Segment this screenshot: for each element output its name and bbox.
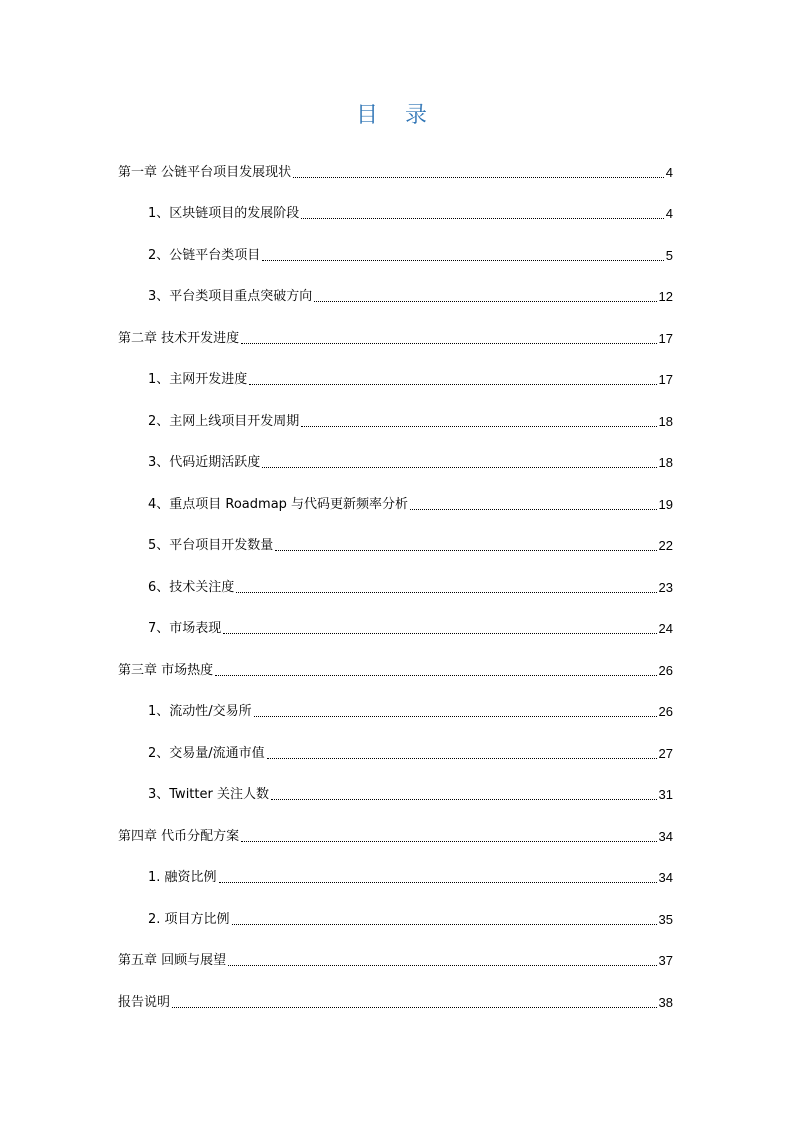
dot-leader	[241, 841, 656, 842]
toc-entry-page: 18	[658, 455, 673, 470]
toc-entry-text: 第五章 回顾与展望	[118, 953, 227, 968]
toc-entry-2-4[interactable]	[118, 478, 673, 520]
dot-leader	[301, 426, 656, 427]
toc-entry-1-2[interactable]	[118, 229, 673, 271]
table-of-contents	[118, 146, 673, 1018]
toc-entry-page: 26	[658, 662, 673, 678]
toc-entry-text: 第三章 市场热度	[118, 662, 214, 678]
toc-entry-text: 6、技术关注度	[148, 579, 235, 595]
toc-entry-text: 1、流动性/交易所	[148, 704, 252, 719]
dot-leader	[262, 260, 663, 261]
toc-entry-page: 5	[665, 247, 673, 263]
dot-leader	[215, 675, 656, 676]
toc-entry-2-6[interactable]	[118, 561, 673, 603]
toc-entry-chapter-2[interactable]	[118, 312, 673, 354]
toc-entry-page: 17	[658, 372, 673, 387]
toc-entry-page: 38	[658, 994, 673, 1010]
toc-entry-text: 2、主网上线项目开发周期	[148, 413, 300, 429]
toc-entry-page: 34	[658, 870, 673, 885]
toc-entry-text: 第一章 公链平台项目发展现状	[118, 164, 292, 180]
toc-entry-text: 3、代码近期活跃度	[148, 455, 261, 470]
toc-entry-page: 34	[658, 828, 673, 844]
dot-leader	[249, 384, 656, 385]
toc-entry-page: 37	[658, 953, 673, 968]
toc-entry-chapter-4[interactable]	[118, 810, 673, 852]
toc-entry-1-3[interactable]	[118, 271, 673, 313]
toc-entry-page: 19	[658, 496, 673, 512]
dot-leader	[267, 758, 657, 759]
toc-entry-report-notes[interactable]	[118, 976, 673, 1018]
dot-leader	[232, 924, 657, 925]
toc-entry-3-3[interactable]	[118, 769, 673, 811]
toc-entry-page: 26	[658, 704, 673, 719]
toc-entry-page: 12	[658, 289, 673, 304]
toc-entry-3-1[interactable]	[118, 686, 673, 728]
toc-entry-text: 4、重点项目 Roadmap 与代码更新频率分析	[148, 496, 409, 512]
toc-entry-page: 17	[658, 330, 673, 346]
dot-leader	[236, 592, 656, 593]
dot-leader	[228, 965, 656, 966]
toc-entry-2-3[interactable]	[118, 437, 673, 479]
toc-entry-page: 27	[658, 745, 673, 761]
toc-entry-page: 23	[658, 579, 673, 595]
dot-leader	[219, 882, 657, 883]
toc-entry-page: 24	[658, 621, 673, 636]
dot-leader	[293, 177, 664, 178]
dot-leader	[262, 467, 656, 468]
toc-entry-text: 7、市场表现	[148, 621, 222, 636]
toc-entry-text: 1、区块链项目的发展阶段	[148, 206, 300, 221]
toc-entry-page: 4	[665, 164, 673, 180]
toc-entry-2-7[interactable]	[118, 603, 673, 645]
dot-leader	[410, 509, 656, 510]
toc-entry-text: 报告说明	[118, 994, 171, 1010]
toc-entry-2-1[interactable]	[118, 354, 673, 396]
toc-entry-page: 18	[658, 413, 673, 429]
toc-entry-page: 4	[665, 206, 673, 221]
toc-entry-text: 5、平台项目开发数量	[148, 538, 274, 553]
toc-entry-text: 第四章 代币分配方案	[118, 828, 240, 844]
toc-entry-text: 第二章 技术开发进度	[118, 330, 240, 346]
dot-leader	[314, 301, 656, 302]
toc-entry-text: 1、主网开发进度	[148, 372, 248, 387]
toc-entry-text: 2、公链平台类项目	[148, 247, 261, 263]
dot-leader	[271, 799, 657, 800]
dot-leader	[275, 550, 656, 551]
toc-entry-text: 3、平台类项目重点突破方向	[148, 289, 313, 304]
toc-entry-chapter-3[interactable]	[118, 644, 673, 686]
toc-entry-chapter-5[interactable]	[118, 935, 673, 977]
toc-entry-text: 1. 融资比例	[148, 870, 217, 885]
toc-entry-text: 3、Twitter 关注人数	[148, 787, 269, 802]
dot-leader	[301, 218, 663, 219]
toc-title: 目 录	[356, 103, 437, 128]
toc-entry-4-1[interactable]	[118, 852, 673, 894]
toc-entry-1-1[interactable]	[118, 188, 673, 230]
dot-leader	[223, 633, 656, 634]
dot-leader	[254, 716, 657, 717]
toc-entry-2-2[interactable]	[118, 395, 673, 437]
toc-entry-text: 2. 项目方比例	[148, 911, 230, 927]
toc-entry-page: 22	[658, 538, 673, 553]
dot-leader	[172, 1007, 657, 1008]
dot-leader	[241, 343, 656, 344]
toc-entry-text: 2、交易量/流通市值	[148, 745, 265, 761]
toc-entry-page: 31	[658, 787, 673, 802]
toc-entry-4-2[interactable]	[118, 893, 673, 935]
toc-entry-page: 35	[658, 911, 673, 927]
toc-entry-2-5[interactable]	[118, 520, 673, 562]
toc-entry-3-2[interactable]	[118, 727, 673, 769]
toc-entry-chapter-1[interactable]	[118, 146, 673, 188]
